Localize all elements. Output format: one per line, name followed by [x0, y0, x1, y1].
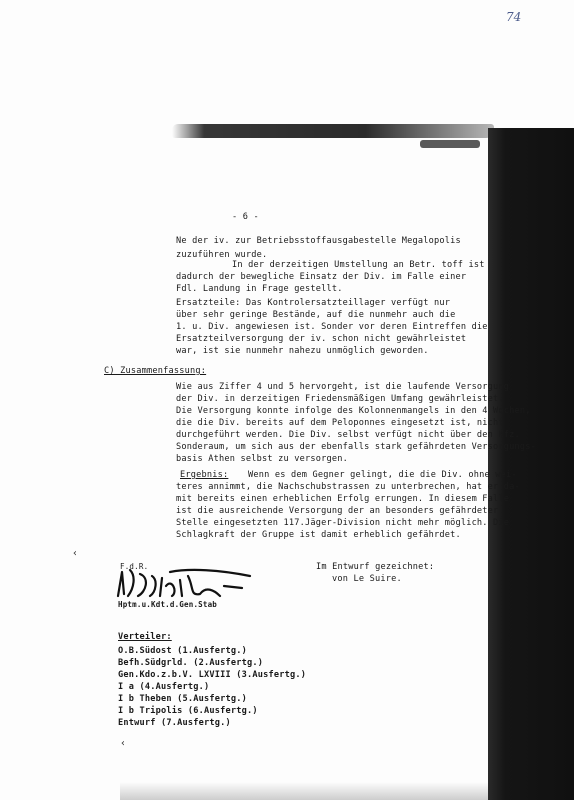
distribution-item: Befh.Südgrld. (2.Ausfertg.)	[118, 658, 264, 668]
body-line: war, ist sie nunmehr nahezu unmöglich geworden.	[176, 346, 429, 356]
scan-smudge	[172, 124, 494, 138]
distribution-item: Gen.Kdo.z.b.V. LXVIII (3.Ausfertg.)	[118, 670, 307, 680]
distribution-heading: Verteiler:	[118, 632, 172, 642]
body-line: Ersatzteilversorgung der iv. schon nicht gewährleistet	[176, 334, 467, 344]
summary-line: Sonderaum, um sich aus der ebenfalls stark gefährdeten Versorgungs-	[176, 442, 537, 452]
summary-line: die die Div. bereits auf dem Peloponnes eingesetzt ist, nicht	[176, 418, 504, 428]
section-heading: C) Zusammenfassung:	[104, 366, 207, 376]
body-line: In der derzeitigen Umstellung an Betr. toff ist	[232, 260, 485, 270]
distribution-item: I b Theben (5.Ausfertg.)	[118, 694, 247, 704]
scan-dark-edge	[488, 128, 574, 800]
summary-line: Die Versorgung konnte infolge des Kolonnenmangels in den 4 Wochen,	[176, 406, 531, 416]
scan-bottom-shadow	[120, 782, 488, 800]
draft-signed-label: Im Entwurf gezeichnet:	[316, 562, 435, 572]
body-line: Ne der iv. zur Betriebsstoffausgabestelle Megalopolis	[176, 236, 461, 246]
distribution-item: I b Tripolis (6.Ausfertg.)	[118, 706, 258, 716]
distribution-item: Entwurf (7.Ausfertg.)	[118, 718, 231, 728]
handwritten-signature	[110, 566, 260, 602]
result-line: mit bereits einen erheblichen Erfolg errungen. In diesem Falle	[176, 494, 510, 504]
margin-mark: ‹	[72, 548, 79, 559]
scan-smudge-small	[420, 140, 480, 148]
result-line: Schlagkraft der Gruppe ist damit erheblich gefährdet.	[176, 530, 461, 540]
summary-line: basis Athen selbst zu versorgen.	[176, 454, 348, 464]
fdr-label: F.d.R.	[120, 562, 149, 571]
body-line: Fdl. Landung in Frage gestellt.	[176, 284, 343, 294]
header-marker: - 6 -	[232, 212, 259, 222]
result-label: Ergebnis:	[180, 470, 229, 480]
result-line: teres annimmt, die Nachschubstrassen zu unterbrechen, hat er da-	[176, 482, 520, 492]
summary-line: durchgeführt werden. Die Div. selbst verfügt nicht über den Kfz.	[176, 430, 520, 440]
signature-caption: Hptm.u.Kdt.d.Gen.Stab	[118, 600, 218, 609]
page-number-marker: 74	[506, 10, 522, 24]
result-line: Stelle eingesetzten 117.Jäger-Division nicht mehr möglich. Die	[176, 518, 510, 528]
summary-line: Wie aus Ziffer 4 und 5 hervorgeht, ist die laufende Versorgung	[176, 382, 510, 392]
margin-mark: ‹	[120, 738, 127, 749]
draft-signed-name: von Le Suire.	[332, 574, 402, 584]
body-line: über sehr geringe Bestände, auf die nunmehr auch die	[176, 310, 456, 320]
distribution-item: I a (4.Ausfertg.)	[118, 682, 210, 692]
result-line: Wenn es dem Gegner gelingt, die die Div. ohne wei-	[248, 470, 517, 480]
body-line: Ersatzteile: Das Kontrolersatzteillager verfügt nur	[176, 298, 451, 308]
body-line: dadurch der bewegliche Einsatz der Div. im Falle einer	[176, 272, 467, 282]
result-line: ist die ausreichende Versorgung der an besonders gefährdeter	[176, 506, 499, 516]
body-line: 1. u. Div. angewiesen ist. Sonder vor deren Eintreffen die	[176, 322, 488, 332]
summary-line: der Div. in derzeitigen Friedensmäßigen Umfang gewährleistet.	[176, 394, 504, 404]
distribution-item: O.B.Südost (1.Ausfertg.)	[118, 646, 247, 656]
body-line: zuzuführen wurde.	[176, 250, 268, 260]
